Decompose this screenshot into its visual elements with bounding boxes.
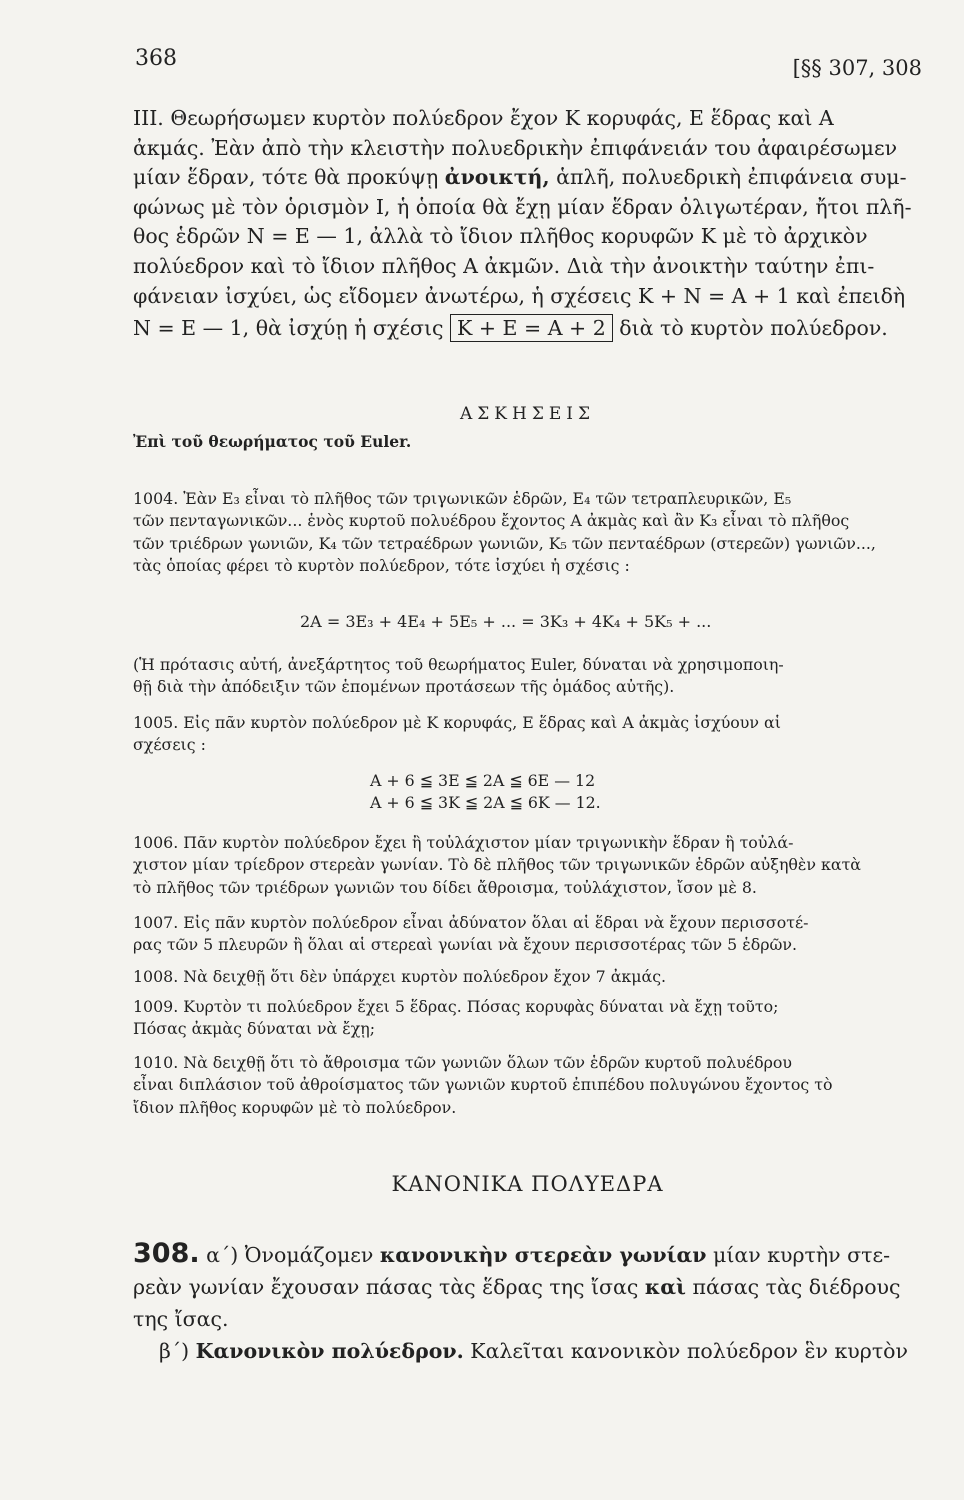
text-line: N = E — 1, θὰ ἰσχύῃ ἡ σχέσις K + E = A + 2 διὰ τὸ κυρτὸν πολύεδρον.: [133, 316, 888, 341]
inequality-faces: A + 6 ≦ 3E ≦ 2A ≦ 6E — 12: [370, 771, 596, 790]
text-line: εἶναι διπλάσιον τοῦ ἀθροίσματος τῶν γωνιῶν κυρτοῦ ἐπιπέδου πολυγώνου ἔχοντος τὸ: [133, 1075, 833, 1095]
text-line: III. Θεωρήσωμεν κυρτὸν πολύεδρον ἔχον Κ κορυφάς, Ε ἕδρας καὶ Α: [133, 106, 834, 130]
text-line: 1009. Κυρτὸν τι πολύεδρον ἔχει 5 ἕδρας. Πόσας κορυφὰς δύναται νὰ ἔχῃ τοῦτο;: [133, 997, 779, 1016]
exercise-1005: [133, 712, 922, 757]
emphasis: καὶ: [644, 1275, 686, 1299]
theorem-paragraph: [133, 104, 922, 344]
exercise-1007: [133, 912, 922, 957]
page-number: 368: [135, 46, 177, 71]
text-line: β΄) Κανονικὸν πολύεδρον. Καλεῖται κανονικὸν πολύεδρον ἓν κυρτὸν: [159, 1339, 908, 1363]
text-line: τῶν τριέδρων γωνιῶν, Κ₄ τῶν τετραέδρων γωνιῶν, Κ₅ τῶν πενταέδρων (στερεῶν) γωνιῶν...,: [133, 533, 876, 553]
section-title: ΚΑΝΟΝΙΚΑ ΠΟΛΥΕΔΡΑ: [391, 1172, 664, 1196]
text-line: φώνως μὲ τὸν ὁρισμὸν I, ἡ ὁποία θὰ ἔχῃ μίαν ἕδραν ὀλιγωτέραν, ἤτοι πλῆ-: [133, 194, 912, 219]
text-line: της ἴσας.: [133, 1307, 229, 1331]
text-line: 1005. Εἰς πᾶν κυρτὸν πολύεδρον μὲ Κ κορυφάς, Ε ἕδρας καὶ Α ἀκμὰς ἰσχύουν αἱ: [133, 713, 781, 732]
euler-formula-box: K + E = A + 2: [450, 314, 613, 342]
exercise-1009: [133, 996, 922, 1041]
exercise-1006: [133, 832, 922, 899]
text-line: (Ἡ πρότασις αὐτή, ἀνεξάρτητος τοῦ θεωρήματος Euler, δύναται νὰ χρησιμοποιη-: [133, 655, 784, 674]
text-line: θῇ διὰ τὴν ἀπόδειξιν τῶν ἑπομένων προτάσεων τῆς ὁμάδος αὐτῆς).: [133, 677, 675, 697]
text-line: 1004. Ἐὰν Ε₃ εἶναι τὸ πλῆθος τῶν τριγωνικῶν ἑδρῶν, Ε₄ τῶν τετραπλευρικῶν, Ε₅: [133, 489, 792, 508]
exercise-1004: [133, 488, 922, 577]
text-line: ρεὰν γωνίαν ἔχουσαν πάσας τὰς ἕδρας της ἴσας καὶ πάσας τὰς διέδρους: [133, 1275, 901, 1299]
text-line: 308. α΄) Ὀνομάζομεν κανονικὴν στερεὰν γωνίαν μίαν κυρτὴν στε-: [133, 1238, 891, 1269]
text-line: Πόσας ἀκμὰς δύναται νὰ ἔχῃ;: [133, 1019, 376, 1039]
emphasis: Κανονικὸν πολύεδρον.: [195, 1339, 464, 1363]
text-line: χιστον μίαν τρίεδρον στερεὰν γωνίαν. Τὸ δὲ πλῆθος τῶν τριγωνικῶν ἑδρῶν αὐξηθὲν κατὰ: [133, 855, 861, 875]
text-line: μίαν ἕδραν, τότε θὰ προκύψῃ ἀνοικτή, ἁπλῆ, πολυεδρικὴ ἐπιφάνεια συμ-: [133, 165, 907, 190]
text-line: θος ἑδρῶν N = E — 1, ἀλλὰ τὸ ἴδιον πλῆθος κορυφῶν Κ μὲ τὸ ἀρχικὸν: [133, 224, 868, 249]
emphasis: ἀνοικτή,: [444, 165, 550, 190]
exercise-1010: [133, 1052, 922, 1119]
exercise-1008: 1008. Νὰ δειχθῇ ὅτι δὲν ὑπάρχει κυρτὸν πολύεδρον ἔχον 7 ἀκμάς.: [133, 967, 667, 986]
text-line: ἀκμάς. Ἐὰν ἀπὸ τὴν κλειστὴν πολυεδρικὴν ἐπιφάνειάν του ἀφαιρέσωμεν: [133, 135, 898, 160]
text-line: πολύεδρον καὶ τὸ ἴδιον πλῆθος Α ἀκμῶν. Διὰ τὴν ἀνοικτὴν ταύτην ἐπι-: [133, 253, 875, 278]
text-line: τῶν πενταγωνικῶν... ἑνὸς κυρτοῦ πολυέδρου ἔχοντος Α ἀκμὰς καὶ ἂν Κ₃ εἶναι τὸ πλῆθος: [133, 511, 850, 531]
section-308-paragraph: [133, 1238, 922, 1367]
page-header: [135, 46, 922, 86]
inequality-vertices: A + 6 ≦ 3K ≦ 2A ≦ 6K — 12.: [370, 793, 601, 812]
text-line: ἴδιον πλῆθος κορυφῶν μὲ τὸ πολύεδρον.: [133, 1097, 457, 1117]
text-line: σχέσεις :: [133, 735, 206, 755]
emphasis: κανονικὴν στερεὰν γωνίαν: [379, 1243, 707, 1267]
text-line: 1006. Πᾶν κυρτὸν πολύεδρον ἔχει ἢ τοὐλάχιστον μίαν τριγωνικὴν ἕδραν ἢ τοὐλά-: [133, 833, 794, 852]
text-line: 1010. Νὰ δειχθῇ ὅτι τὸ ἄθροισμα τῶν γωνιῶν ὅλων τῶν ἑδρῶν κυρτοῦ πολυέδρου: [133, 1053, 793, 1072]
exercise-note: [133, 654, 922, 699]
section-number: 308.: [133, 1238, 200, 1269]
exercises-subheading: Ἐπὶ τοῦ θεωρήματος τοῦ Euler.: [133, 432, 412, 451]
text-line: τὰς ὁποίας φέρει τὸ κυρτὸν πολύεδρον, τότε ἰσχύει ἡ σχέσις :: [133, 555, 630, 575]
text-line: ρας τῶν 5 πλευρῶν ἢ ὅλαι αἱ στερεαὶ γωνίαι νὰ ἔχουν περισσοτέρας τῶν 5 ἑδρῶν.: [133, 935, 797, 955]
exercises-heading: ΑΣΚΗΣΕΙΣ: [460, 404, 595, 424]
inequalities: [370, 770, 601, 814]
text-line: τὸ πλῆθος τῶν τριέδρων γωνιῶν του δίδει ἄθροισμα, τοὐλάχιστον, ἴσον μὲ 8.: [133, 877, 757, 897]
text-line: φάνειαν ἰσχύει, ὡς εἴδομεν ἀνωτέρω, ἡ σχέσεις Κ + N = A + 1 καὶ ἐπειδὴ: [133, 283, 906, 308]
exercise-formula: 2A = 3E₃ + 4E₄ + 5E₅ + ... = 3K₃ + 4K₄ + 5K₅ + ...: [300, 612, 712, 631]
section-reference: [§§ 307, 308: [792, 56, 922, 80]
text-line: 1007. Εἰς πᾶν κυρτὸν πολύεδρον εἶναι ἀδύνατον ὅλαι αἱ ἕδραι νὰ ἔχουν περισσοτέ-: [133, 913, 809, 932]
